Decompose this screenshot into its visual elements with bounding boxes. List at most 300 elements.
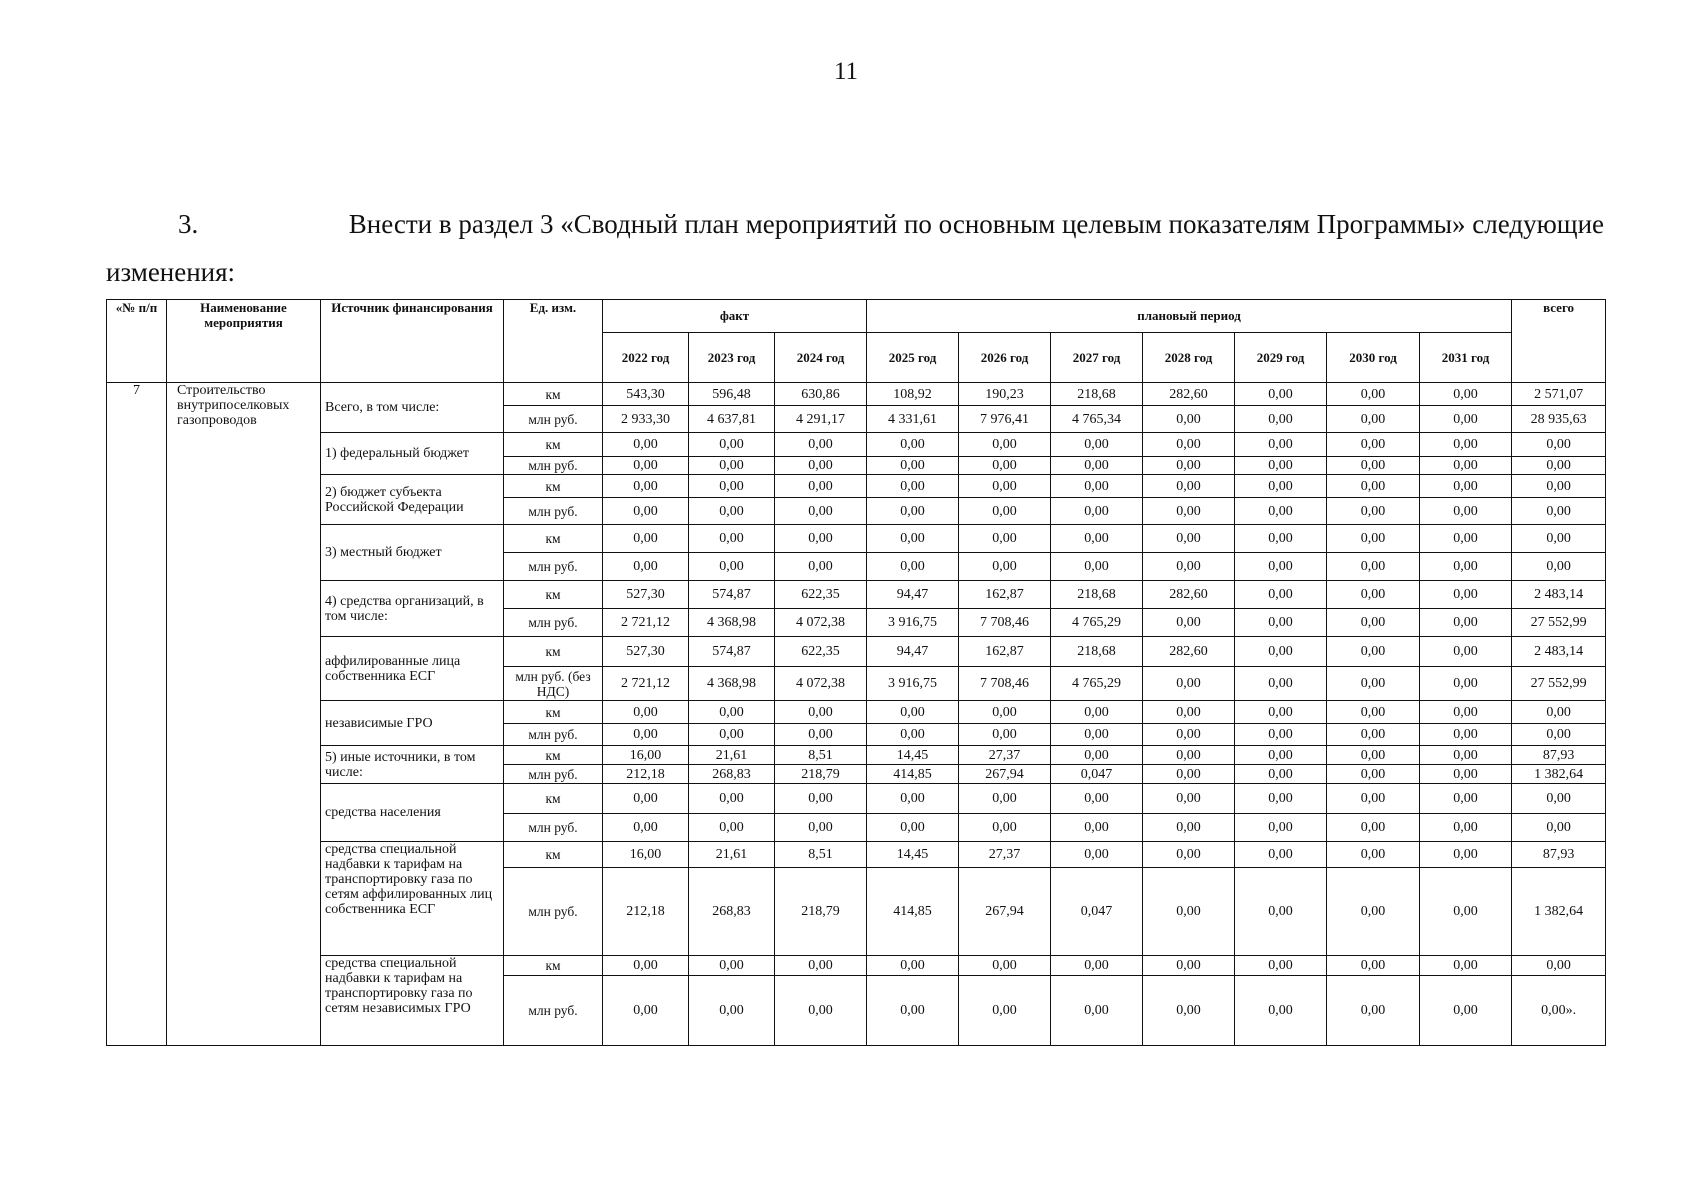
value-cell: 622,35 <box>775 581 867 609</box>
total-cell: 0,00 <box>1512 724 1606 746</box>
value-cell: 0,00 <box>1327 383 1420 406</box>
unit-cell: км <box>504 475 603 498</box>
value-cell: 0,00 <box>775 956 867 976</box>
value-cell: 0,00 <box>1327 525 1420 553</box>
value-cell: 4 368,98 <box>689 609 775 637</box>
value-cell: 4 291,17 <box>775 406 867 433</box>
value-cell: 14,45 <box>867 842 959 868</box>
value-cell: 0,00 <box>1420 976 1512 1046</box>
value-cell: 0,00 <box>1051 814 1143 842</box>
value-cell: 0,00 <box>1327 457 1420 475</box>
value-cell: 0,00 <box>1143 433 1235 457</box>
value-cell: 0,00 <box>1235 746 1327 765</box>
header-unit: Ед. изм. <box>504 300 603 383</box>
value-cell: 190,23 <box>959 383 1051 406</box>
value-cell: 0,00 <box>1235 814 1327 842</box>
value-cell: 574,87 <box>689 637 775 667</box>
value-cell: 0,00 <box>1420 724 1512 746</box>
value-cell: 0,00 <box>1327 475 1420 498</box>
total-cell: 0,00 <box>1512 475 1606 498</box>
financing-source: 2) бюджет субъекта Российской Федерации <box>321 475 504 525</box>
value-cell: 4 637,81 <box>689 406 775 433</box>
header-year: 2027 год <box>1051 333 1143 383</box>
value-cell: 0,00 <box>603 525 689 553</box>
header-year: 2030 год <box>1327 333 1420 383</box>
table-row <box>107 581 1606 609</box>
value-cell: 0,00 <box>1235 433 1327 457</box>
value-cell: 0,00 <box>775 553 867 581</box>
value-cell: 0,00 <box>1235 581 1327 609</box>
paragraph-number: 3. <box>178 209 199 239</box>
table-row <box>107 784 1606 814</box>
total-cell: 2 571,07 <box>1512 383 1606 406</box>
value-cell: 0,00 <box>603 498 689 525</box>
table-row <box>107 433 1606 457</box>
value-cell: 0,00 <box>1420 383 1512 406</box>
value-cell: 0,00 <box>959 701 1051 724</box>
value-cell: 0,00 <box>1327 976 1420 1046</box>
value-cell: 21,61 <box>689 842 775 868</box>
paragraph-line-2: изменения: <box>106 257 236 287</box>
value-cell: 0,00 <box>689 701 775 724</box>
value-cell: 622,35 <box>775 637 867 667</box>
value-cell: 0,00 <box>689 525 775 553</box>
total-cell: 2 483,14 <box>1512 637 1606 667</box>
total-cell: 0,00 <box>1512 525 1606 553</box>
value-cell: 0,00 <box>867 475 959 498</box>
value-cell: 0,00 <box>1143 609 1235 637</box>
value-cell: 596,48 <box>689 383 775 406</box>
value-cell: 574,87 <box>689 581 775 609</box>
total-cell: 87,93 <box>1512 842 1606 868</box>
value-cell: 212,18 <box>603 765 689 784</box>
value-cell: 4 765,34 <box>1051 406 1143 433</box>
value-cell: 0,00 <box>1327 814 1420 842</box>
total-cell: 0,00 <box>1512 814 1606 842</box>
value-cell: 0,00 <box>1327 784 1420 814</box>
value-cell: 4 368,98 <box>689 667 775 701</box>
value-cell: 0,00 <box>1051 525 1143 553</box>
header-year: 2028 год <box>1143 333 1235 383</box>
total-cell: 0,00 <box>1512 553 1606 581</box>
value-cell: 3 916,75 <box>867 609 959 637</box>
value-cell: 267,94 <box>959 765 1051 784</box>
unit-cell: км <box>504 784 603 814</box>
value-cell: 0,00 <box>1143 784 1235 814</box>
value-cell: 0,00 <box>1235 553 1327 581</box>
value-cell: 7 708,46 <box>959 667 1051 701</box>
value-cell: 414,85 <box>867 868 959 956</box>
value-cell: 94,47 <box>867 637 959 667</box>
value-cell: 0,00 <box>1327 609 1420 637</box>
value-cell: 0,00 <box>1235 475 1327 498</box>
value-cell: 0,00 <box>1051 701 1143 724</box>
value-cell: 543,30 <box>603 383 689 406</box>
unit-cell: км <box>504 525 603 553</box>
value-cell: 0,00 <box>775 498 867 525</box>
value-cell: 0,00 <box>603 475 689 498</box>
value-cell: 0,00 <box>1235 498 1327 525</box>
financing-source: 4) средства организаций, в том числе: <box>321 581 504 637</box>
header-year: 2026 год <box>959 333 1051 383</box>
value-cell: 27,37 <box>959 842 1051 868</box>
value-cell: 0,00 <box>1143 457 1235 475</box>
total-cell: 1 382,64 <box>1512 868 1606 956</box>
value-cell: 0,00 <box>1420 609 1512 637</box>
total-cell: 0,00». <box>1512 976 1606 1046</box>
value-cell: 0,00 <box>1420 475 1512 498</box>
value-cell: 0,00 <box>1051 433 1143 457</box>
value-cell: 0,00 <box>1327 765 1420 784</box>
value-cell: 0,00 <box>867 814 959 842</box>
value-cell: 0,00 <box>959 433 1051 457</box>
value-cell: 0,00 <box>959 784 1051 814</box>
value-cell: 0,00 <box>1420 842 1512 868</box>
value-cell: 0,00 <box>1143 976 1235 1046</box>
value-cell: 0,00 <box>1327 724 1420 746</box>
value-cell: 527,30 <box>603 581 689 609</box>
amendment-paragraph <box>106 200 1604 296</box>
value-cell: 7 976,41 <box>959 406 1051 433</box>
value-cell: 0,00 <box>1143 814 1235 842</box>
financing-source: средства специальной надбавки к тарифам на транспортировку газа по сетям аффилированных лиц собственника ЕСГ <box>321 842 504 956</box>
financing-source: 5) иные источники, в том числе: <box>321 746 504 784</box>
value-cell: 0,00 <box>959 525 1051 553</box>
value-cell: 0,00 <box>1235 956 1327 976</box>
header-year: 2024 год <box>775 333 867 383</box>
value-cell: 0,00 <box>1051 956 1143 976</box>
value-cell: 0,00 <box>959 976 1051 1046</box>
value-cell: 0,00 <box>1143 475 1235 498</box>
value-cell: 0,00 <box>959 553 1051 581</box>
financing-source: Всего, в том числе: <box>321 383 504 433</box>
value-cell: 0,00 <box>1143 667 1235 701</box>
value-cell: 0,00 <box>1235 701 1327 724</box>
value-cell: 0,00 <box>1235 667 1327 701</box>
value-cell: 0,00 <box>603 724 689 746</box>
table-row <box>107 746 1606 765</box>
value-cell: 0,00 <box>1327 701 1420 724</box>
value-cell: 0,00 <box>1327 842 1420 868</box>
value-cell: 0,00 <box>867 553 959 581</box>
value-cell: 16,00 <box>603 842 689 868</box>
value-cell: 0,00 <box>775 433 867 457</box>
value-cell: 0,00 <box>1051 842 1143 868</box>
value-cell: 0,00 <box>689 553 775 581</box>
value-cell: 218,68 <box>1051 383 1143 406</box>
value-cell: 0,047 <box>1051 765 1143 784</box>
unit-cell: км <box>504 746 603 765</box>
value-cell: 0,00 <box>867 956 959 976</box>
total-cell: 27 552,99 <box>1512 667 1606 701</box>
value-cell: 0,00 <box>959 475 1051 498</box>
value-cell: 0,00 <box>959 814 1051 842</box>
value-cell: 0,00 <box>689 457 775 475</box>
value-cell: 0,00 <box>1420 746 1512 765</box>
value-cell: 0,00 <box>1235 976 1327 1046</box>
value-cell: 0,00 <box>1051 498 1143 525</box>
table-row <box>107 475 1606 498</box>
header-year: 2029 год <box>1235 333 1327 383</box>
value-cell: 0,00 <box>1420 784 1512 814</box>
header-num: «№ п/п <box>107 300 167 383</box>
value-cell: 0,00 <box>867 498 959 525</box>
total-cell: 2 483,14 <box>1512 581 1606 609</box>
value-cell: 282,60 <box>1143 581 1235 609</box>
value-cell: 0,00 <box>689 814 775 842</box>
header-year: 2023 год <box>689 333 775 383</box>
value-cell: 0,00 <box>1235 765 1327 784</box>
value-cell: 0,00 <box>1327 667 1420 701</box>
unit-cell: млн руб. <box>504 814 603 842</box>
value-cell: 0,00 <box>867 433 959 457</box>
value-cell: 0,00 <box>775 724 867 746</box>
value-cell: 0,00 <box>689 724 775 746</box>
value-cell: 282,60 <box>1143 383 1235 406</box>
value-cell: 218,68 <box>1051 637 1143 667</box>
value-cell: 218,68 <box>1051 581 1143 609</box>
value-cell: 414,85 <box>867 765 959 784</box>
value-cell: 0,00 <box>1327 498 1420 525</box>
value-cell: 0,00 <box>959 498 1051 525</box>
value-cell: 0,00 <box>1143 406 1235 433</box>
header-name: Наименование мероприятия <box>167 300 321 383</box>
value-cell: 0,00 <box>1235 525 1327 553</box>
financing-source: средства специальной надбавки к тарифам на транспортировку газа по сетям независимых ГРО <box>321 956 504 1046</box>
value-cell: 16,00 <box>603 746 689 765</box>
value-cell: 0,047 <box>1051 868 1143 956</box>
value-cell: 0,00 <box>603 814 689 842</box>
value-cell: 0,00 <box>1143 765 1235 784</box>
table-row <box>107 525 1606 553</box>
table-row <box>107 701 1606 724</box>
value-cell: 0,00 <box>1327 956 1420 976</box>
value-cell: 0,00 <box>603 701 689 724</box>
value-cell: 282,60 <box>1143 637 1235 667</box>
value-cell: 94,47 <box>867 581 959 609</box>
header-year: 2022 год <box>603 333 689 383</box>
value-cell: 0,00 <box>1327 553 1420 581</box>
value-cell: 0,00 <box>1327 581 1420 609</box>
value-cell: 0,00 <box>1235 784 1327 814</box>
value-cell: 0,00 <box>1051 784 1143 814</box>
item-name: Строительство внутрипоселковых газопроводов <box>167 383 321 1046</box>
value-cell: 0,00 <box>603 553 689 581</box>
total-cell: 28 935,63 <box>1512 406 1606 433</box>
unit-cell: млн руб. (без НДС) <box>504 667 603 701</box>
unit-cell: млн руб. <box>504 976 603 1046</box>
value-cell: 0,00 <box>775 784 867 814</box>
unit-cell: км <box>504 433 603 457</box>
unit-cell: млн руб. <box>504 765 603 784</box>
value-cell: 0,00 <box>867 724 959 746</box>
value-cell: 0,00 <box>1143 842 1235 868</box>
total-cell: 1 382,64 <box>1512 765 1606 784</box>
value-cell: 0,00 <box>1420 814 1512 842</box>
unit-cell: км <box>504 581 603 609</box>
value-cell: 0,00 <box>775 475 867 498</box>
value-cell: 0,00 <box>1235 383 1327 406</box>
header-total: всего <box>1512 300 1606 383</box>
value-cell: 0,00 <box>1420 457 1512 475</box>
total-cell: 0,00 <box>1512 433 1606 457</box>
value-cell: 0,00 <box>775 701 867 724</box>
value-cell: 0,00 <box>775 976 867 1046</box>
value-cell: 0,00 <box>689 976 775 1046</box>
header-plan: плановый период <box>867 300 1512 333</box>
financing-source: 3) местный бюджет <box>321 525 504 581</box>
value-cell: 527,30 <box>603 637 689 667</box>
value-cell: 0,00 <box>959 457 1051 475</box>
value-cell: 0,00 <box>1420 498 1512 525</box>
value-cell: 0,00 <box>1327 433 1420 457</box>
value-cell: 0,00 <box>603 976 689 1046</box>
total-cell: 0,00 <box>1512 498 1606 525</box>
table-row <box>107 956 1606 976</box>
value-cell: 162,87 <box>959 581 1051 609</box>
unit-cell: млн руб. <box>504 609 603 637</box>
financing-source: средства населения <box>321 784 504 842</box>
value-cell: 27,37 <box>959 746 1051 765</box>
unit-cell: км <box>504 383 603 406</box>
value-cell: 0,00 <box>1327 406 1420 433</box>
value-cell: 0,00 <box>775 814 867 842</box>
value-cell: 0,00 <box>1051 976 1143 1046</box>
value-cell: 0,00 <box>1051 475 1143 498</box>
value-cell: 0,00 <box>1143 868 1235 956</box>
value-cell: 2 933,30 <box>603 406 689 433</box>
paragraph-text: Внести в раздел 3 «Сводный план мероприятий по основным целевым показателям Программы» следующие <box>348 209 1604 239</box>
financing-source: 1) федеральный бюджет <box>321 433 504 475</box>
paragraph-line-1 <box>106 200 1604 248</box>
value-cell: 4 072,38 <box>775 667 867 701</box>
value-cell: 3 916,75 <box>867 667 959 701</box>
page-number: 11 <box>833 58 859 85</box>
value-cell: 0,00 <box>1143 525 1235 553</box>
value-cell: 0,00 <box>689 956 775 976</box>
value-cell: 0,00 <box>1235 457 1327 475</box>
table-row <box>107 637 1606 667</box>
value-cell: 162,87 <box>959 637 1051 667</box>
value-cell: 0,00 <box>867 701 959 724</box>
value-cell: 267,94 <box>959 868 1051 956</box>
table-row <box>107 842 1606 868</box>
value-cell: 0,00 <box>959 956 1051 976</box>
header-fact: факт <box>603 300 867 333</box>
value-cell: 0,00 <box>867 976 959 1046</box>
value-cell: 7 708,46 <box>959 609 1051 637</box>
unit-cell: км <box>504 956 603 976</box>
value-cell: 0,00 <box>1143 746 1235 765</box>
value-cell: 0,00 <box>1051 457 1143 475</box>
value-cell: 0,00 <box>1327 746 1420 765</box>
value-cell: 108,92 <box>867 383 959 406</box>
value-cell: 0,00 <box>775 525 867 553</box>
financing-source: независимые ГРО <box>321 701 504 746</box>
header-source: Источник финансирования <box>321 300 504 383</box>
total-cell: 27 552,99 <box>1512 609 1606 637</box>
value-cell: 218,79 <box>775 868 867 956</box>
table-row <box>107 383 1606 406</box>
value-cell: 4 765,29 <box>1051 609 1143 637</box>
plan-table <box>106 299 1606 1046</box>
value-cell: 21,61 <box>689 746 775 765</box>
total-cell: 0,00 <box>1512 956 1606 976</box>
value-cell: 0,00 <box>1235 842 1327 868</box>
value-cell: 8,51 <box>775 746 867 765</box>
value-cell: 268,83 <box>689 868 775 956</box>
value-cell: 0,00 <box>1420 956 1512 976</box>
value-cell: 0,00 <box>1420 433 1512 457</box>
value-cell: 2 721,12 <box>603 667 689 701</box>
value-cell: 0,00 <box>1051 746 1143 765</box>
value-cell: 0,00 <box>1420 667 1512 701</box>
unit-cell: млн руб. <box>504 406 603 433</box>
item-number: 7 <box>107 383 167 1046</box>
value-cell: 0,00 <box>959 724 1051 746</box>
value-cell: 268,83 <box>689 765 775 784</box>
value-cell: 218,79 <box>775 765 867 784</box>
value-cell: 0,00 <box>1051 724 1143 746</box>
value-cell: 0,00 <box>1327 637 1420 667</box>
total-cell: 0,00 <box>1512 701 1606 724</box>
value-cell: 0,00 <box>689 433 775 457</box>
unit-cell: млн руб. <box>504 498 603 525</box>
value-cell: 0,00 <box>1235 609 1327 637</box>
total-cell: 87,93 <box>1512 746 1606 765</box>
value-cell: 8,51 <box>775 842 867 868</box>
value-cell: 0,00 <box>1327 868 1420 956</box>
value-cell: 0,00 <box>1143 724 1235 746</box>
value-cell: 0,00 <box>1420 701 1512 724</box>
value-cell: 0,00 <box>867 784 959 814</box>
value-cell: 0,00 <box>603 956 689 976</box>
value-cell: 0,00 <box>689 784 775 814</box>
unit-cell: млн руб. <box>504 868 603 956</box>
value-cell: 0,00 <box>689 475 775 498</box>
unit-cell: км <box>504 842 603 868</box>
value-cell: 0,00 <box>1235 406 1327 433</box>
unit-cell: млн руб. <box>504 724 603 746</box>
value-cell: 0,00 <box>1420 581 1512 609</box>
value-cell: 0,00 <box>689 498 775 525</box>
value-cell: 0,00 <box>1420 406 1512 433</box>
value-cell: 630,86 <box>775 383 867 406</box>
value-cell: 4 765,29 <box>1051 667 1143 701</box>
value-cell: 0,00 <box>1051 553 1143 581</box>
value-cell: 0,00 <box>603 433 689 457</box>
unit-cell: км <box>504 637 603 667</box>
header-year: 2031 год <box>1420 333 1512 383</box>
value-cell: 0,00 <box>867 457 959 475</box>
value-cell: 2 721,12 <box>603 609 689 637</box>
value-cell: 0,00 <box>1235 868 1327 956</box>
value-cell: 0,00 <box>603 784 689 814</box>
total-cell: 0,00 <box>1512 784 1606 814</box>
value-cell: 0,00 <box>1420 868 1512 956</box>
value-cell: 0,00 <box>1420 637 1512 667</box>
value-cell: 4 072,38 <box>775 609 867 637</box>
value-cell: 0,00 <box>1420 525 1512 553</box>
value-cell: 0,00 <box>1143 553 1235 581</box>
value-cell: 14,45 <box>867 746 959 765</box>
header-year: 2025 год <box>867 333 959 383</box>
value-cell: 0,00 <box>1143 956 1235 976</box>
financing-source: аффилированные лица собственника ЕСГ <box>321 637 504 701</box>
value-cell: 0,00 <box>1420 553 1512 581</box>
value-cell: 0,00 <box>1143 701 1235 724</box>
unit-cell: млн руб. <box>504 553 603 581</box>
